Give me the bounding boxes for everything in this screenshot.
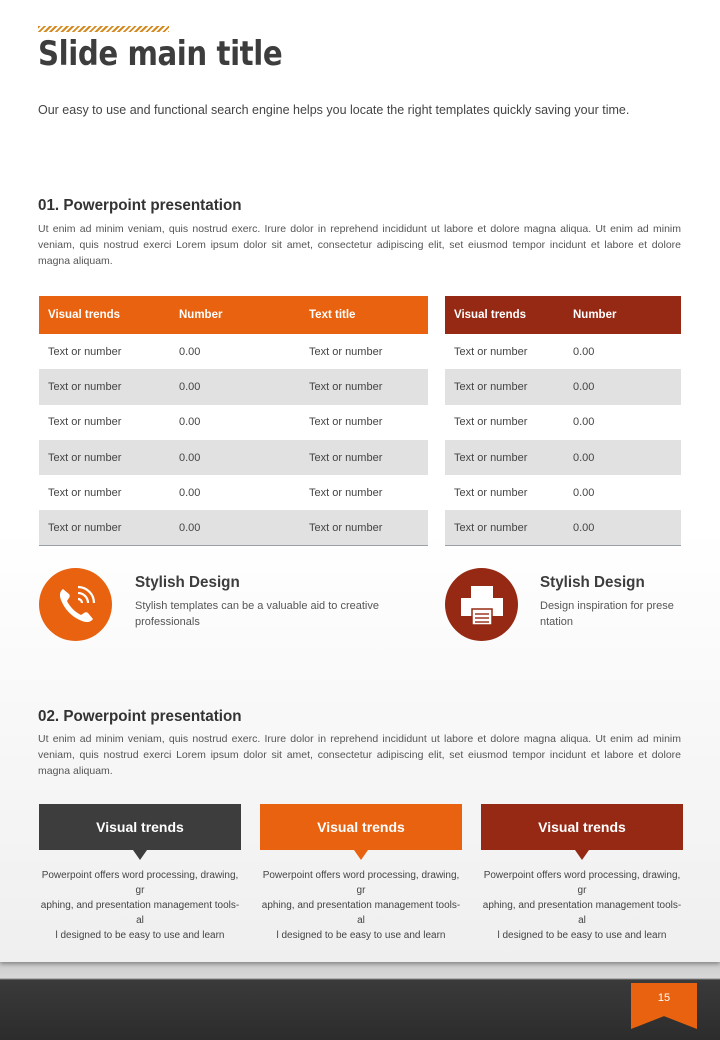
info-box-text-line: Powerpoint offers word processing, drawing, gr: [262, 870, 460, 896]
table-side: [445, 296, 681, 546]
table-cell: Text or number: [48, 486, 122, 499]
box-pointer: [354, 850, 368, 860]
table-cell: Text or number: [454, 486, 528, 499]
page-title: Slide main title: [38, 34, 283, 74]
info-box-text-line: Powerpoint offers word processing, drawing, gr: [483, 870, 681, 896]
table-row: [39, 405, 428, 440]
info-box-3-text: [481, 868, 683, 943]
info-box-text-line: aphing, and presentation management tools- al: [482, 900, 682, 926]
section-1-heading: 01. Powerpoint presentation: [38, 197, 242, 214]
table-cell: Text or number: [309, 345, 383, 358]
feature-2-icon-circle: [445, 568, 518, 641]
footer-background: [0, 958, 720, 1040]
table-header-cell: Visual trends: [445, 296, 564, 334]
table-cell: Text or number: [300, 510, 428, 545]
feature-1-text: [135, 598, 395, 630]
table-row: [39, 369, 428, 404]
table-cell: 0.00: [573, 486, 595, 499]
table-cell: 0.00: [564, 510, 681, 545]
table-cell: 0.00: [179, 416, 201, 429]
table-cell: Text or number: [445, 510, 564, 545]
table-main: [39, 296, 428, 546]
feature-1-icon-circle: [39, 568, 112, 641]
info-box-2: [260, 804, 462, 850]
box-pointer: [575, 850, 589, 860]
feature-1-title: Stylish Design: [135, 574, 240, 591]
table-cell: 0.00: [564, 369, 681, 404]
table-cell: Text or number: [300, 369, 428, 404]
table-row: [445, 405, 681, 440]
table-header-cell: Visual trends: [39, 296, 170, 334]
table-header-row: [39, 296, 428, 334]
feature-2-text: [540, 598, 690, 630]
table-cell: 0.00: [573, 345, 595, 358]
info-box-text-line: aphing, and presentation management tools- al: [40, 900, 240, 926]
table-header-cell: Number: [170, 296, 300, 334]
table-header-cell: Number: [564, 296, 681, 334]
table-cell: 0.00: [564, 440, 681, 475]
table-header-row: [445, 296, 681, 334]
table-cell: Text or number: [309, 416, 383, 429]
table-row: [39, 510, 428, 545]
feature-2-text-line: ntation: [540, 616, 574, 628]
info-box-1: [39, 804, 241, 850]
table-cell: Text or number: [48, 416, 122, 429]
info-box-text-line: aphing, and presentation management tools- al: [261, 900, 461, 926]
feature-2-title: Stylish Design: [540, 574, 645, 591]
table-row: [39, 440, 428, 475]
feature-2-text-line: Design inspiration for prese: [540, 600, 674, 612]
info-box-label: Visual trends: [96, 819, 184, 835]
table-cell: 0.00: [170, 440, 300, 475]
table-cell: Text or number: [39, 369, 170, 404]
table-cell: 0.00: [179, 345, 201, 358]
table-row: [445, 334, 681, 369]
table-cell: Text or number: [39, 440, 170, 475]
title-accent-stripe: [38, 26, 169, 32]
info-box-text-line: l designed to be easy to use and learn: [55, 930, 225, 941]
info-box-text-line: l designed to be easy to use and learn: [276, 930, 446, 941]
table-cell: Text or number: [48, 345, 122, 358]
info-box-1-text: [39, 868, 241, 943]
table-row: [445, 475, 681, 510]
page-number: 15: [657, 992, 671, 1004]
section-2-body: Ut enim ad minim veniam, quis nostrud exerc. Irure dolor in reprehend incididunt ut labore et dolore magna aliqua. Ut enim ad minim veniam, quis nostrud exerci Lorem ipsum dolor sit amet, consectetur adipiscing elit, set eiusmod tempor incidunt et labore et dolore magna aliquam.: [38, 733, 681, 777]
table-row: [445, 440, 681, 475]
table-cell: Text or number: [445, 369, 564, 404]
info-box-text-line: Powerpoint offers word processing, drawing, gr: [41, 870, 239, 896]
info-box-3: [481, 804, 683, 850]
info-box-text-line: l designed to be easy to use and learn: [497, 930, 667, 941]
table-cell: Text or number: [309, 486, 383, 499]
info-box-2-text: [260, 868, 462, 943]
phone-icon: [54, 583, 98, 627]
table-cell: Text or number: [445, 440, 564, 475]
table-header-cell: Text title: [300, 296, 428, 334]
table-cell: 0.00: [573, 416, 595, 429]
table-cell: Text or number: [454, 345, 528, 358]
feature-1-text-line: professionals: [135, 616, 200, 628]
table-cell: 0.00: [170, 510, 300, 545]
table-row: [39, 334, 428, 369]
table-row: [445, 369, 681, 404]
table-row: [445, 510, 681, 545]
table-cell: 0.00: [170, 369, 300, 404]
section-2-heading: 02. Powerpoint presentation: [38, 708, 242, 725]
table-row: [39, 475, 428, 510]
table-cell: 0.00: [179, 486, 201, 499]
table-cell: Text or number: [300, 440, 428, 475]
feature-1-text-line: Stylish templates can be a valuable aid to creative: [135, 600, 379, 612]
table-cell: Text or number: [454, 416, 528, 429]
table-cell: Text or number: [39, 510, 170, 545]
section-1-body: Ut enim ad minim veniam, quis nostrud exerc. Irure dolor in reprehend incididunt ut labore et dolore magna aliqua. Ut enim ad minim veniam, quis nostrud exerci Lorem ipsum dolor sit amet, consectetur adipiscing elit, set eiusmod tempor incidunt et labore et dolore magna aliquam.: [38, 223, 681, 267]
printer-icon: [458, 583, 506, 627]
lead-text: Our easy to use and functional search engine helps you locate the right templates quickly saving your time.: [38, 103, 630, 117]
info-box-label: Visual trends: [538, 819, 626, 835]
info-box-label: Visual trends: [317, 819, 405, 835]
box-pointer: [133, 850, 147, 860]
